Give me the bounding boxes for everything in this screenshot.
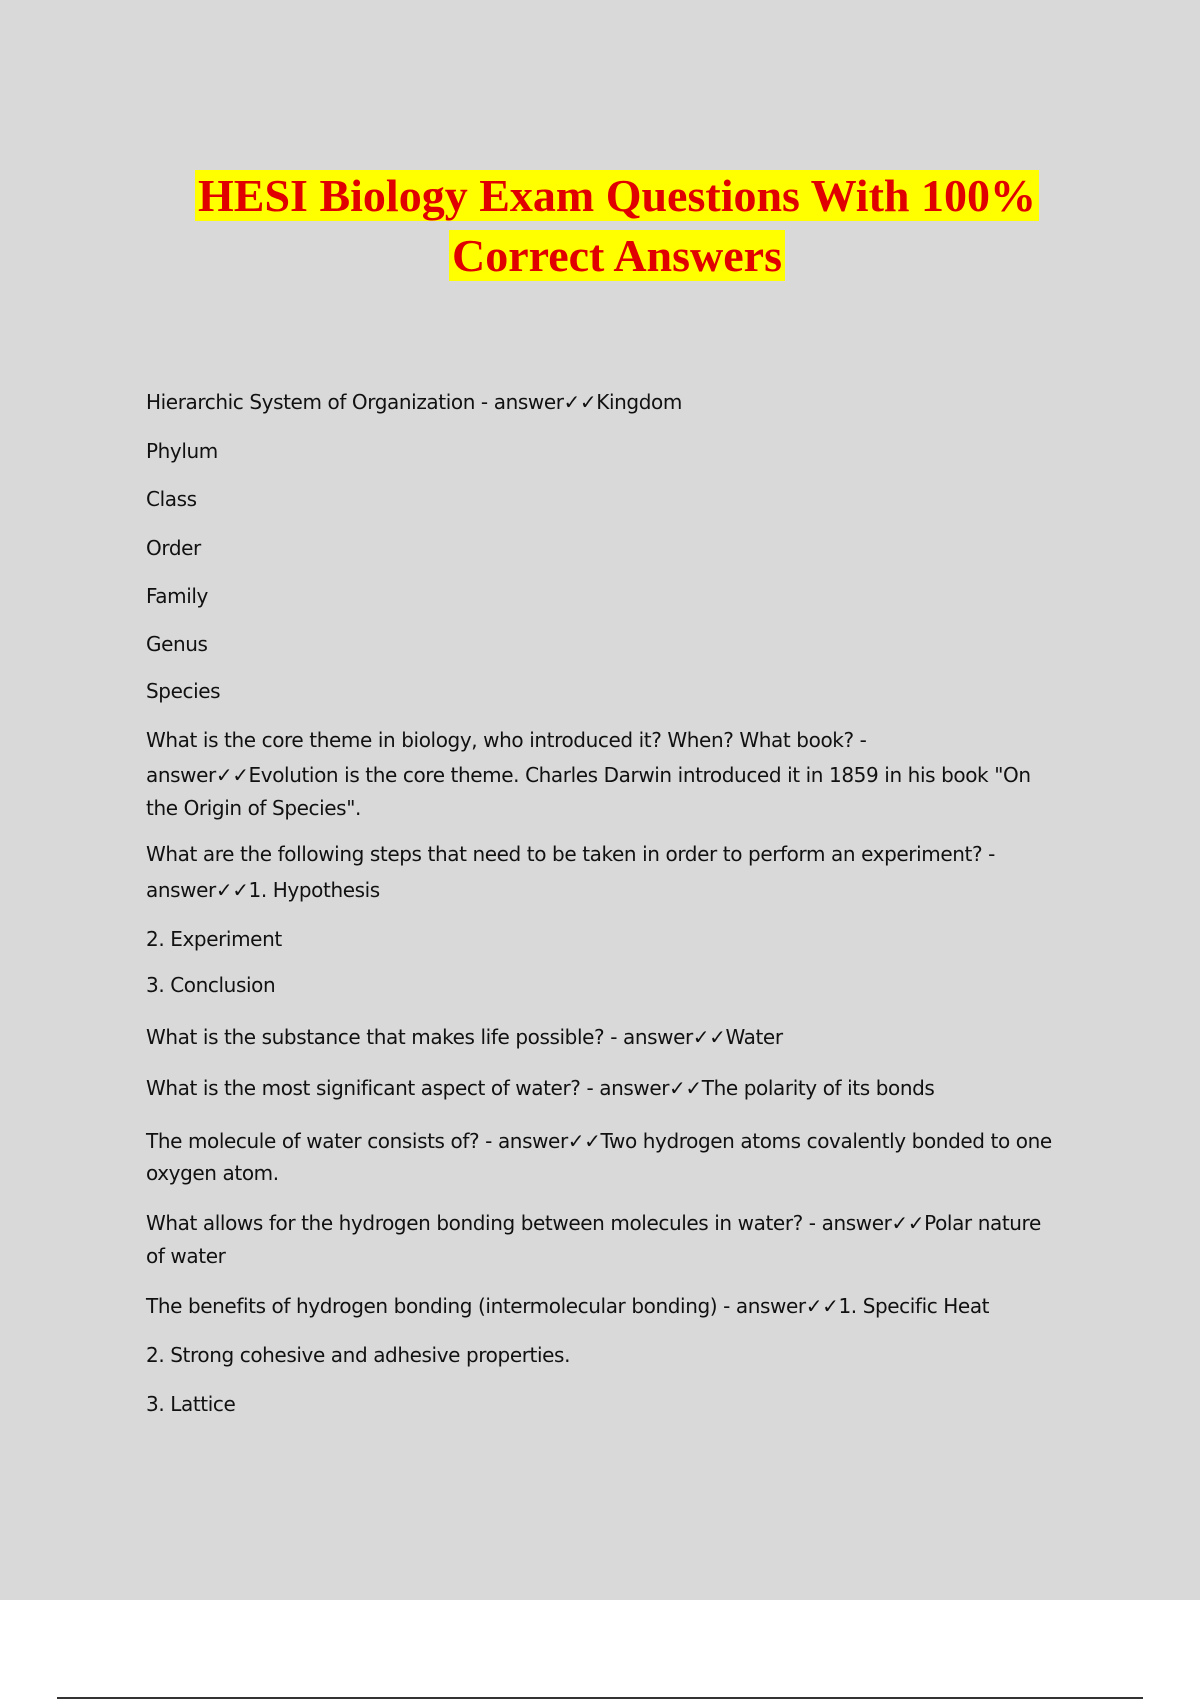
text-line: 2. Strong cohesive and adhesive properties. <box>146 1343 571 1367</box>
document-title <box>0 166 1200 286</box>
text-line: of water <box>146 1244 226 1268</box>
text-line: 3. Lattice <box>146 1392 236 1416</box>
text-line: 3. Conclusion <box>146 973 276 997</box>
text-line: The molecule of water consists of? - answer✓✓Two hydrogen atoms covalently bonded to one <box>146 1129 1052 1153</box>
text-line: What is the most significant aspect of water? - answer✓✓The polarity of its bonds <box>146 1076 935 1100</box>
title-line-1: HESI Biology Exam Questions With 100% <box>195 170 1039 221</box>
text-line: 2. Experiment <box>146 927 282 951</box>
text-line: Class <box>146 487 197 511</box>
text-line: What allows for the hydrogen bonding between molecules in water? - answer✓✓Polar nature <box>146 1211 1041 1235</box>
text-line: What are the following steps that need to be taken in order to perform an experiment? - <box>146 842 995 866</box>
text-line: What is the substance that makes life possible? - answer✓✓Water <box>146 1025 783 1049</box>
text-line: What is the core theme in biology, who introduced it? When? What book? - <box>146 728 867 752</box>
title-line-2: Correct Answers <box>449 230 785 281</box>
text-line: Family <box>146 584 208 608</box>
text-line: answer✓✓Evolution is the core theme. Charles Darwin introduced it in 1859 in his book "On <box>146 763 1031 787</box>
text-line: answer✓✓1. Hypothesis <box>146 878 380 902</box>
text-line: oxygen atom. <box>146 1161 279 1185</box>
text-line: Species <box>146 679 221 703</box>
text-line: Hierarchic System of Organization - answer✓✓Kingdom <box>146 390 682 414</box>
text-line: Order <box>146 536 201 560</box>
footer-divider <box>57 1697 1143 1699</box>
text-line: The benefits of hydrogen bonding (intermolecular bonding) - answer✓✓1. Specific Heat <box>146 1294 990 1318</box>
text-line: the Origin of Species". <box>146 796 361 820</box>
text-line: Genus <box>146 632 208 656</box>
text-line: Phylum <box>146 439 218 463</box>
